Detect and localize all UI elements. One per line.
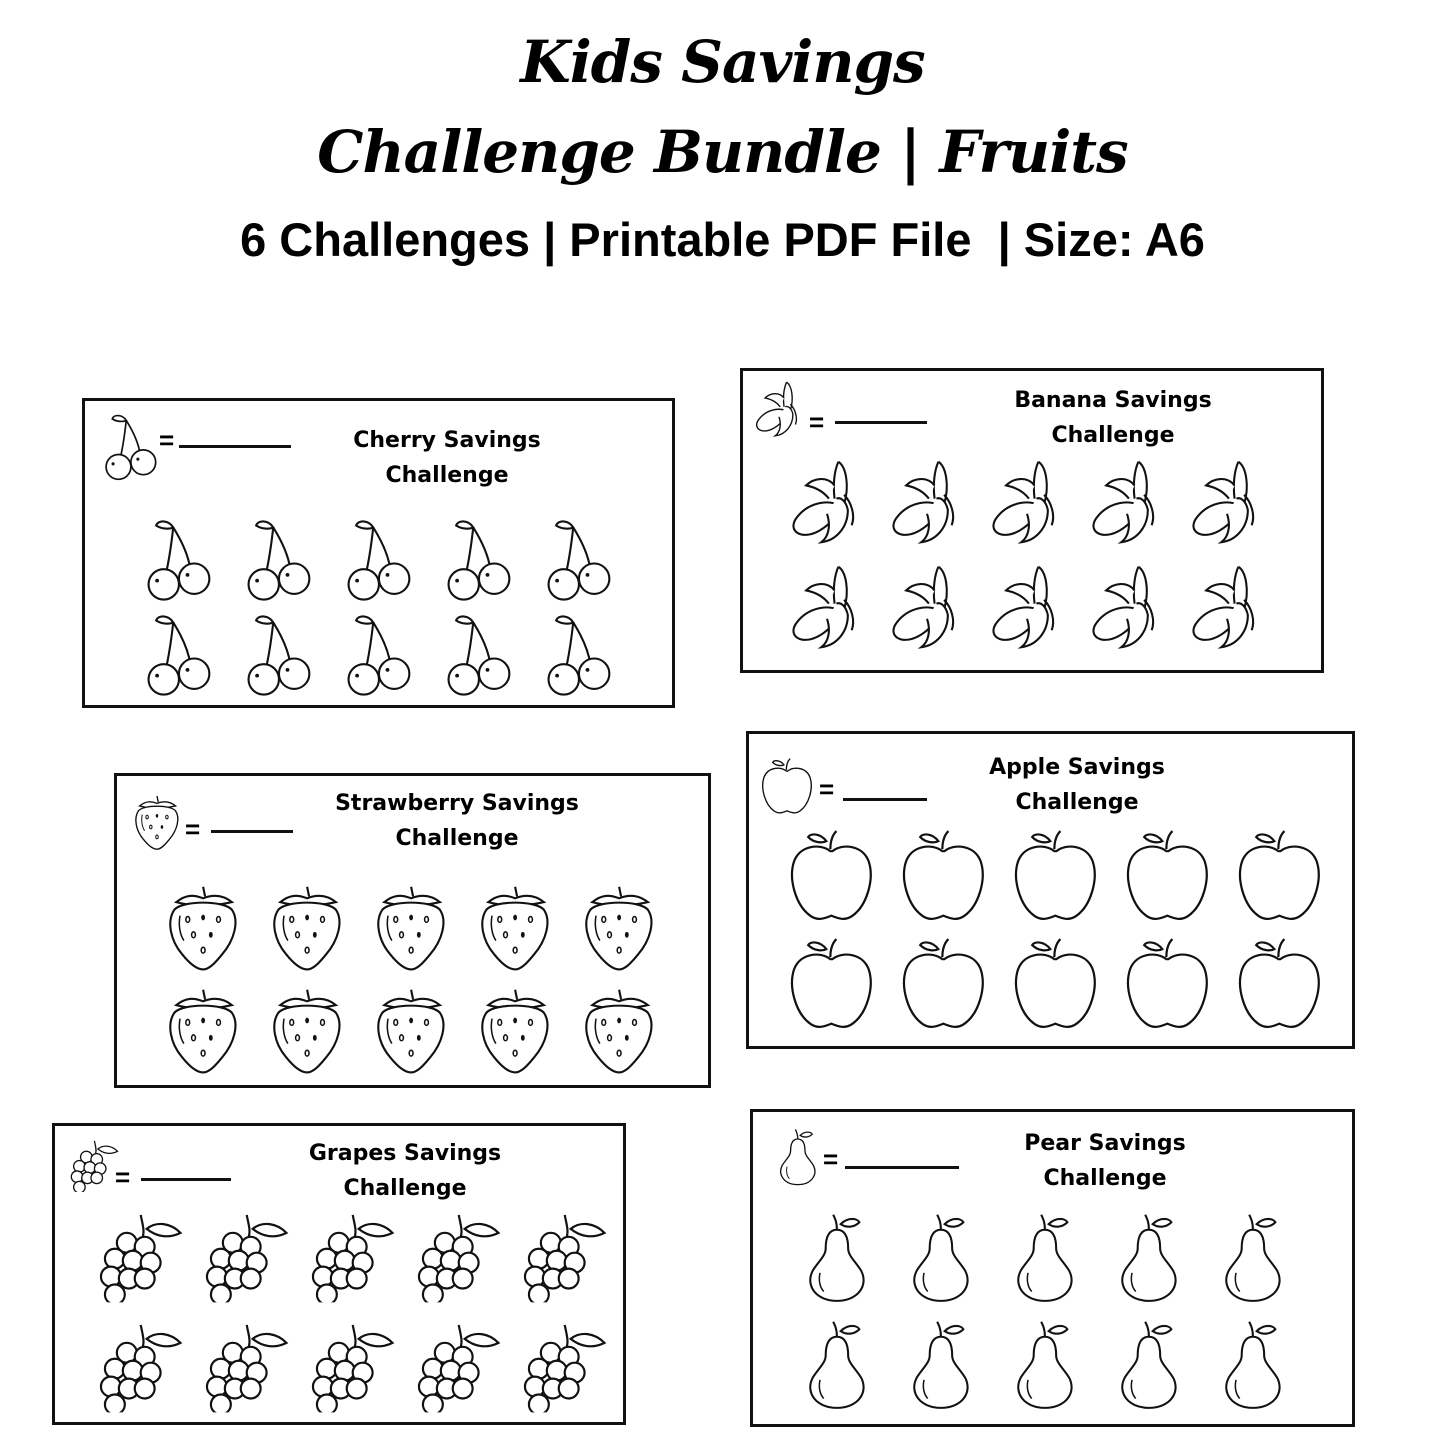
banana-savings-slot [1082,562,1172,652]
strawberry-savings-slot [469,984,561,1076]
banana-savings-slot [782,562,872,652]
strawberry-savings-slot [365,881,457,973]
card-title-line-2: Challenge [385,463,509,488]
card-title [963,383,1263,453]
cherry-savings-slot [140,611,226,697]
title-line-1: Kids Savings [520,28,925,96]
key-equals: = [115,1162,131,1192]
cherry-savings-slot [440,611,526,697]
pear-savings-slot [1104,1211,1198,1305]
apple-savings-slot [1119,827,1216,924]
pear-savings-slot [1208,1211,1302,1305]
banana-challenge-card [740,368,1324,673]
apple-savings-slot [1119,935,1216,1032]
card-title [307,786,607,856]
fruit-grid [787,1204,1307,1419]
apple-challenge-card [746,731,1355,1049]
pear-savings-slot [1000,1318,1094,1412]
key-equals: = [809,407,825,437]
banana-savings-slot [782,457,872,547]
fruit-grid [777,449,1277,659]
card-title [297,423,597,493]
banana-savings-slot [982,562,1072,652]
fruit-grid [151,876,671,1081]
grapes-challenge-card [52,1123,626,1425]
strawberry-savings-slot [573,881,665,973]
cherry-challenge-card [82,398,675,708]
card-title-line-1: Banana Savings [1014,388,1212,413]
apple-savings-slot [783,935,880,1032]
grapes-savings-slot [412,1317,507,1412]
apple-savings-slot [1231,827,1328,924]
key-blank-line [835,421,927,424]
cherry-savings-slot [240,516,326,602]
cherry-savings-slot [340,516,426,602]
banana-savings-slot [1182,457,1272,547]
key-equals: = [159,425,175,455]
apple-savings-slot [895,827,992,924]
card-title-line-1: Pear Savings [1024,1131,1186,1156]
card-title-line-1: Strawberry Savings [335,791,579,816]
card-title-line-2: Challenge [343,1176,467,1201]
strawberry-challenge-card [114,773,711,1088]
banana-savings-slot [1082,457,1172,547]
banana-icon [753,379,805,439]
pear-challenge-card [750,1109,1355,1427]
fruit-grid [89,1200,619,1420]
grapes-savings-slot [200,1317,295,1412]
strawberry-savings-slot [261,984,353,1076]
grapes-savings-slot [518,1207,613,1302]
grapes-savings-slot [94,1207,189,1302]
cherry-savings-slot [340,611,426,697]
card-title [927,750,1227,820]
card-title-line-1: Cherry Savings [353,428,541,453]
banana-savings-slot [982,457,1072,547]
apple-savings-slot [1007,827,1104,924]
cherry-savings-slot [540,516,626,602]
cherry-savings-slot [240,611,326,697]
strawberry-savings-slot [261,881,353,973]
strawberry-savings-slot [365,984,457,1076]
banana-savings-slot [882,457,972,547]
pear-savings-slot [896,1318,990,1412]
cherry-savings-slot [540,611,626,697]
grapes-savings-slot [518,1317,613,1412]
card-title-line-2: Challenge [1043,1166,1167,1191]
pear-savings-slot [792,1318,886,1412]
apple-savings-slot [1231,935,1328,1032]
card-title [255,1136,555,1206]
card-title-line-2: Challenge [1051,423,1175,448]
grapes-savings-slot [306,1317,401,1412]
card-title [955,1126,1255,1196]
card-title-line-1: Grapes Savings [308,1141,502,1166]
card-title-line-2: Challenge [1015,790,1139,815]
grapes-savings-slot [412,1207,507,1302]
pear-savings-slot [1208,1318,1302,1412]
key-blank-line [843,798,927,801]
apple-savings-slot [1007,935,1104,1032]
key-equals: = [185,814,201,844]
cherry-savings-slot [140,516,226,602]
strawberry-icon [131,792,183,852]
cherry-savings-slot [440,516,526,602]
card-title-line-1: Apple Savings [989,755,1165,780]
strawberry-savings-slot [573,984,665,1076]
apple-savings-slot [895,935,992,1032]
key-equals: = [823,1144,839,1174]
fruit-grid [133,511,633,701]
pear-savings-slot [792,1211,886,1305]
fruit-grid [775,822,1335,1037]
pear-savings-slot [1000,1211,1094,1305]
apple-icon [759,756,815,816]
grapes-savings-slot [200,1207,295,1302]
pear-savings-slot [896,1211,990,1305]
pear-icon [775,1124,823,1190]
key-blank-line [141,1178,231,1181]
strawberry-savings-slot [469,881,561,973]
key-equals: = [819,774,835,804]
apple-savings-slot [783,827,880,924]
strawberry-savings-slot [157,881,249,973]
banana-savings-slot [1182,562,1272,652]
title-line-2: Challenge Bundle | Fruits [317,118,1128,186]
grapes-savings-slot [94,1317,189,1412]
key-blank-line [845,1166,959,1169]
grapes-savings-slot [306,1207,401,1302]
cherry-icon [103,411,165,481]
banana-savings-slot [882,562,972,652]
subtitle: 6 Challenges | Printable PDF File | Size: A6 [240,213,1205,266]
strawberry-savings-slot [157,984,249,1076]
key-blank-line [179,445,291,448]
card-title-line-2: Challenge [395,826,519,851]
key-blank-line [211,830,293,833]
grapes-icon [69,1136,121,1192]
pear-savings-slot [1104,1318,1198,1412]
